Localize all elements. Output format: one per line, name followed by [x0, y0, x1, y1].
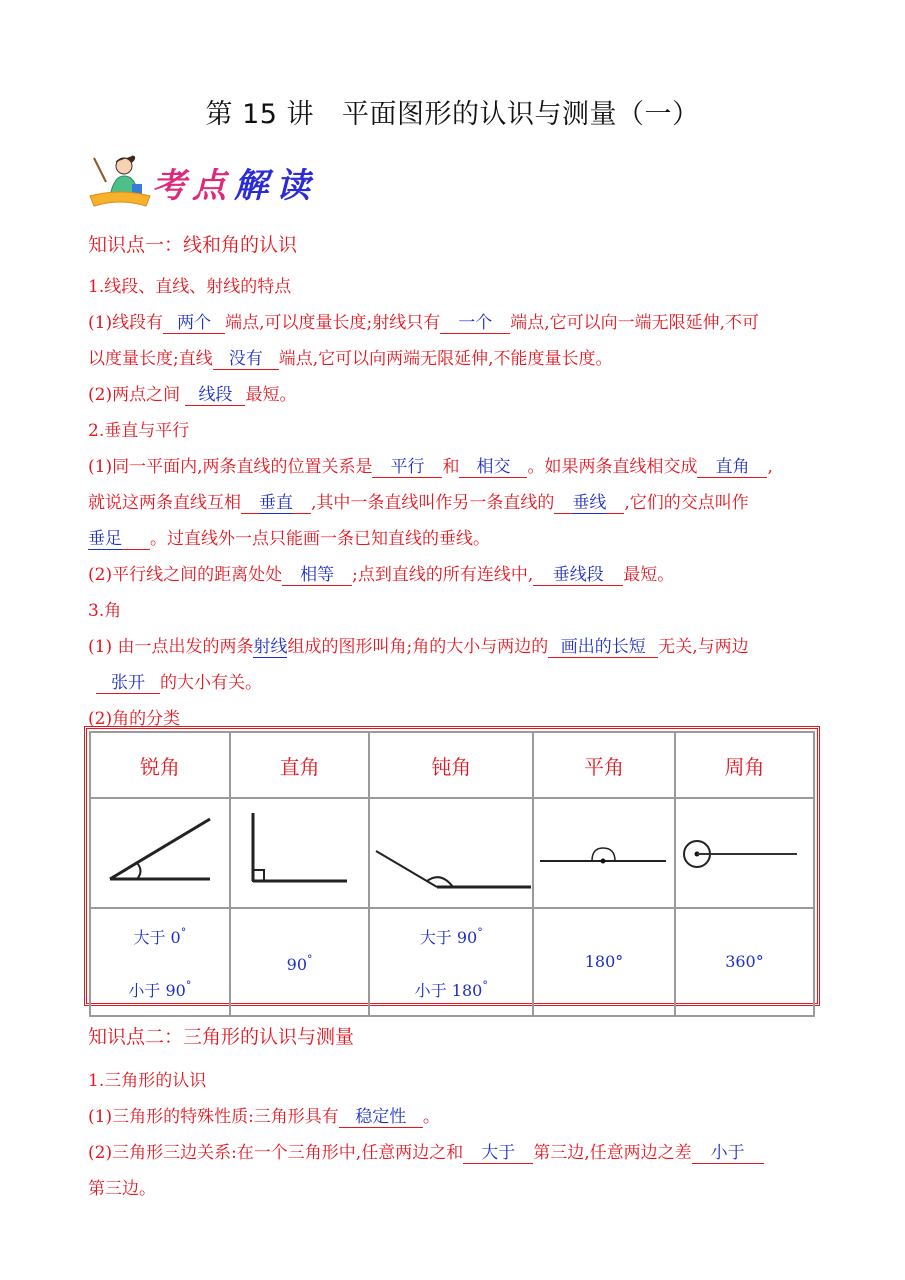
- banner-char-1: 考: [152, 166, 190, 206]
- sub1-p1-line2: [88, 344, 613, 370]
- text: ;点到直线的所有连线中,: [352, 565, 534, 585]
- answer: 垂足: [88, 529, 122, 549]
- header-obtuse: 钝角: [369, 732, 533, 798]
- table-header-row: [90, 732, 814, 798]
- table-value-row: [90, 908, 814, 1016]
- header-full: 周角: [675, 732, 814, 798]
- answer-blank: [372, 458, 442, 478]
- right-value: [230, 908, 370, 1016]
- text: (2)两点之间: [88, 385, 186, 405]
- sub2-p1-line1: [88, 452, 773, 478]
- lecture-topic: 平面图形的认识与测量（一）: [342, 99, 700, 130]
- text: 和: [442, 457, 460, 477]
- text: 最短。: [245, 385, 297, 405]
- degree-mark: °: [185, 979, 192, 992]
- header-straight: 平角: [533, 732, 675, 798]
- acute-cell: [90, 798, 230, 908]
- text: 端点,它可以向一端无限延伸,不可: [510, 313, 760, 333]
- answer: 垂线: [572, 493, 607, 513]
- sub3-p2: (2)角的分类: [88, 709, 181, 729]
- answer-blank: [241, 494, 311, 514]
- sub2-p1-line3: [88, 524, 490, 550]
- section2-heading: 知识点二：三角形的认识与测量: [88, 1026, 355, 1048]
- right-cell: [230, 798, 370, 908]
- text: (1)线段有: [88, 313, 164, 333]
- value: 90: [286, 954, 307, 974]
- text: 以度量长度;直线: [88, 349, 213, 369]
- sub2-heading: 2.垂直与平行: [88, 421, 190, 441]
- answer-blank: [692, 1144, 764, 1164]
- answer-blank: [339, 1108, 423, 1128]
- key-points-banner: [88, 152, 328, 212]
- angle-table: [89, 731, 815, 1017]
- text: 。如果两条直线相交成: [527, 457, 698, 477]
- answer: 射线: [253, 637, 288, 657]
- sub3-p1-line2: [88, 668, 262, 694]
- obtuse-cell: [369, 798, 533, 908]
- angle-classification-table: [84, 726, 820, 1006]
- full-value: [675, 908, 814, 1016]
- section2-sub1-p1: [88, 1102, 440, 1128]
- text: 就说这两条直线互相: [88, 493, 241, 513]
- answer-blank: [533, 566, 623, 586]
- answer: 稳定性: [355, 1107, 407, 1127]
- header-right: 直角: [230, 732, 370, 798]
- teacher-icon: [88, 152, 154, 210]
- value: 大于 90: [419, 928, 478, 947]
- answer: 小于: [710, 1143, 745, 1163]
- straight-value: [533, 908, 675, 1016]
- answer-blank: [282, 566, 352, 586]
- straight-cell: [533, 798, 675, 908]
- banner-char-4: 读: [276, 166, 314, 206]
- answer: 相交: [476, 457, 511, 477]
- sub1-heading: 1.线段、直线、射线的特点: [88, 277, 292, 297]
- full-angle-icon: [679, 801, 809, 901]
- text: 最短。: [623, 565, 675, 585]
- answer-blank: [554, 494, 624, 514]
- value: 360°: [725, 952, 764, 971]
- straight-angle-icon: [536, 801, 671, 901]
- sub3-heading: 3.角: [88, 601, 122, 621]
- degree-mark: °: [482, 979, 488, 992]
- text: (1) 由一点出发的两条: [88, 637, 254, 657]
- sub1-p2: [88, 380, 296, 406]
- answer: 相等: [300, 565, 335, 585]
- banner-char-3: 解: [234, 166, 272, 206]
- degree-mark: °: [180, 926, 187, 939]
- value: 小于 90: [128, 981, 186, 1000]
- text: 的大小有关。: [160, 673, 262, 693]
- obtuse-angle-icon: [371, 801, 531, 901]
- answer-blank: [185, 386, 245, 406]
- answer: 一个: [458, 313, 493, 333]
- text: 端点,它可以向两端无限延伸,不能度量长度。: [278, 349, 613, 369]
- degree-mark: °: [307, 952, 313, 966]
- obtuse-range: [369, 908, 533, 1016]
- answer-blank: [88, 530, 150, 550]
- text: (2)三角形三边关系:在一个三角形中,任意两边之和: [88, 1143, 464, 1163]
- text: 第三边,任意两边之差: [533, 1143, 692, 1163]
- right-angle-icon: [235, 801, 365, 901]
- text: (1)同一平面内,两条直线的位置关系是: [88, 457, 373, 477]
- answer: 垂直: [259, 493, 293, 513]
- text: (2)平行线之间的距离处处: [88, 565, 283, 585]
- acute-angle-icon: [95, 801, 225, 901]
- answer: 垂线段: [552, 565, 604, 585]
- answer-blank: [697, 458, 767, 478]
- answer: 线段: [198, 385, 233, 405]
- text: 。: [422, 1107, 440, 1127]
- value: 小于 180: [414, 981, 483, 1000]
- answer: 大于: [481, 1143, 516, 1163]
- section2-sub1-p2-line1: [88, 1138, 764, 1164]
- section2-sub1-heading: 1.三角形的认识: [88, 1071, 207, 1091]
- value: 180°: [584, 952, 624, 971]
- sub2-p2: [88, 560, 674, 586]
- answer-blank: [440, 314, 510, 334]
- text: ,: [767, 457, 773, 477]
- lecture-number: 第 15 讲: [205, 99, 315, 130]
- answer-blank: [163, 314, 225, 334]
- banner-char-2: 点: [192, 166, 230, 206]
- sub3-p1-line1: [88, 632, 749, 658]
- answer-blank: [459, 458, 527, 478]
- sub2-p1-line2: [88, 488, 749, 514]
- answer: 张开: [111, 673, 145, 693]
- text: 组成的图形叫角;角的大小与两边的: [287, 637, 549, 657]
- text: 。过直线外一点只能画一条已知直线的垂线。: [150, 529, 490, 549]
- answer-blank: [548, 638, 658, 658]
- degree-mark: °: [477, 926, 483, 939]
- answer: 没有: [228, 349, 263, 369]
- answer: 画出的长短: [560, 637, 646, 657]
- sub1-p1-line1: [88, 308, 759, 334]
- page-title: [0, 92, 905, 131]
- text: ,其中一条直线叫作另一条直线的: [311, 493, 555, 513]
- answer: 两个: [177, 313, 212, 333]
- section1-heading: 知识点一：线和角的认识: [88, 234, 298, 256]
- text: (1)三角形的特殊性质:三角形具有: [88, 1107, 339, 1127]
- text: 无关,与两边: [658, 637, 749, 657]
- text: ,它们的交点叫作: [624, 493, 749, 513]
- header-acute: 锐角: [90, 732, 230, 798]
- text: 端点,可以度量长度;射线只有: [225, 313, 441, 333]
- table-figure-row: [90, 798, 814, 908]
- answer: 直角: [715, 457, 750, 477]
- answer-blank: [213, 350, 279, 370]
- answer-blank: [96, 674, 160, 694]
- section2-sub1-p2-line2: 第三边。: [88, 1179, 156, 1199]
- answer: 平行: [390, 457, 425, 477]
- acute-range: [90, 908, 230, 1016]
- full-cell: [675, 798, 814, 908]
- answer-blank: [463, 1144, 533, 1164]
- value: 大于 0: [133, 928, 181, 947]
